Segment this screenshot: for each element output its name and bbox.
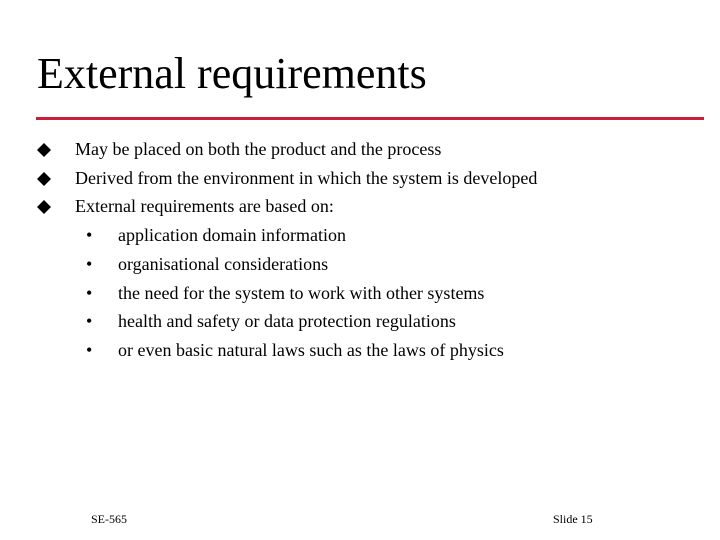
- sub-bullet-marker: •: [86, 340, 93, 360]
- slide-title: External requirements: [37, 49, 427, 98]
- diamond-bullet-icon: [37, 200, 51, 214]
- footer-course-label: SE-565: [91, 512, 127, 526]
- sub-bullet-item: [0, 309, 720, 337]
- sub-bullet-item: [0, 223, 720, 251]
- bullet-text: External requirements are based on:: [75, 196, 334, 216]
- sub-bullet-text: application domain information: [118, 225, 346, 245]
- footer-slide-number: Slide 15: [553, 512, 593, 526]
- sub-bullet-item: [0, 338, 720, 366]
- sub-bullet-text: organisational considerations: [118, 254, 329, 274]
- sub-bullet-text: or even basic natural laws such as the laws of physics: [118, 340, 504, 360]
- bullet-text: Derived from the environment in which the system is developed: [75, 168, 538, 188]
- sub-bullet-item: [0, 252, 720, 280]
- bullet-item: [0, 194, 720, 222]
- sub-bullet-text: health and safety or data protection regulations: [118, 311, 456, 331]
- sub-bullet-marker: •: [86, 254, 93, 274]
- diamond-bullet-icon: [37, 172, 51, 186]
- bullet-item: [0, 137, 720, 165]
- title-divider: [36, 117, 704, 120]
- sub-bullet-text: the need for the system to work with other systems: [118, 283, 485, 303]
- sub-bullet-marker: •: [86, 283, 93, 303]
- sub-bullet-item: [0, 281, 720, 309]
- diamond-bullet-icon: [37, 143, 51, 157]
- bullet-item: [0, 166, 720, 194]
- sub-bullet-marker: •: [86, 311, 93, 331]
- bullet-text: May be placed on both the product and the process: [75, 139, 442, 159]
- sub-bullet-marker: •: [86, 225, 93, 245]
